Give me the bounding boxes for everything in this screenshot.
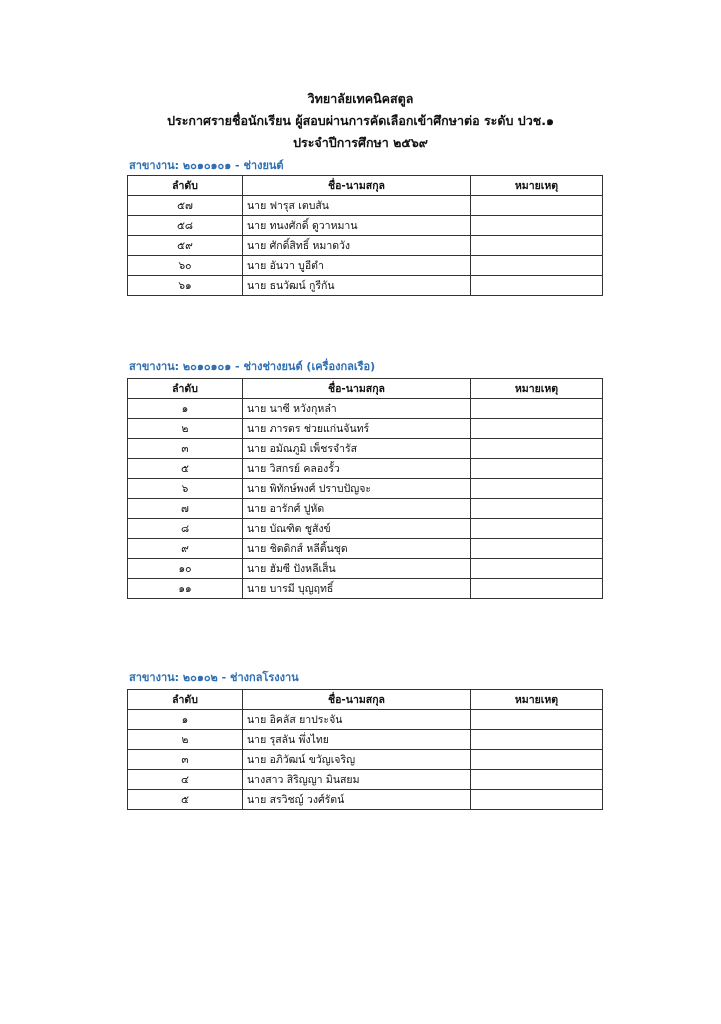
row-note: [471, 499, 603, 519]
academic-year: ประจำปีการศึกษา ๒๕๖๙: [293, 135, 428, 150]
row-name: นาย อารักศ์ ปูหัด: [243, 499, 471, 519]
row-note: [471, 790, 603, 810]
row-no: ๒: [128, 419, 243, 439]
row-no: ๓: [128, 439, 243, 459]
column-header-note: หมายเหตุ: [471, 690, 603, 710]
row-no: ๓: [128, 750, 243, 770]
row-name: นาย อันวา บูอีตำ: [243, 256, 471, 276]
table-row: [128, 196, 603, 216]
row-name: นาย ฮัมซี ปังหลีเส็น: [243, 559, 471, 579]
row-note: [471, 750, 603, 770]
row-note: [471, 439, 603, 459]
column-header-name: ชื่อ-นามสกุล: [243, 379, 471, 399]
row-name: นาย ทนงศักดิ์ ดูวาหมาน: [243, 216, 471, 236]
table-header-row: [128, 176, 603, 196]
row-name: นาย บารมี บุญฤทธิ์: [243, 579, 471, 599]
row-note: [471, 419, 603, 439]
roster-table-marine-engine: [127, 378, 603, 599]
row-name: นาย นาซี หวังกุหล๋า: [243, 399, 471, 419]
table-row: [128, 559, 603, 579]
column-header-name: ชื่อ-นามสกุล: [243, 176, 471, 196]
table-row: [128, 499, 603, 519]
table-row: [128, 790, 603, 810]
table-row: [128, 216, 603, 236]
row-no: ๖๐: [128, 256, 243, 276]
row-no: ๗: [128, 499, 243, 519]
table-row: [128, 276, 603, 296]
row-note: [471, 236, 603, 256]
row-note: [471, 559, 603, 579]
row-name: นาย อมัณภูมิ เพ็ชรจำรัส: [243, 439, 471, 459]
table-row: [128, 399, 603, 419]
table-row: [128, 439, 603, 459]
document-header: [0, 88, 721, 154]
row-no: ๕๙: [128, 236, 243, 256]
row-no: ๘: [128, 519, 243, 539]
announcement-title: ประกาศรายชื่อนักเรียน ผู้สอบผ่านการคัดเลือกเข้าศึกษาต่อ ระดับ ปวช.๑: [167, 113, 554, 128]
section-label-marine-engine: สาขางาน: ๒๐๑๐๑๐๑ - ช่างช่างยนต์ (เครื่องกลเรือ): [129, 360, 376, 373]
row-name: นาย ธนวัฒน์ กูรีกัน: [243, 276, 471, 296]
table-row: [128, 770, 603, 790]
column-header-note: หมายเหตุ: [471, 176, 603, 196]
table-row: [128, 519, 603, 539]
row-no: ๕๗: [128, 196, 243, 216]
row-note: [471, 770, 603, 790]
row-no: ๑: [128, 399, 243, 419]
row-name: นาย พิทักษ์พงศ์ ปราบปัญจะ: [243, 479, 471, 499]
row-name: นาย รุสลัน พึ่งไทย: [243, 730, 471, 750]
row-note: [471, 579, 603, 599]
roster-table-auto-mechanics: [127, 175, 603, 296]
table-row: [128, 730, 603, 750]
row-name: นาย อิคลัส ยาประจัน: [243, 710, 471, 730]
row-no: ๕๘: [128, 216, 243, 236]
row-note: [471, 479, 603, 499]
row-name: นาย ฟารุส เตบสัน: [243, 196, 471, 216]
roster-table-machine-shop: [127, 689, 603, 810]
row-note: [471, 539, 603, 559]
college-name: วิทยาลัยเทคนิคสตูล: [307, 91, 414, 106]
row-name: นาย ภารดร ช่วยแก่นจันทร์: [243, 419, 471, 439]
row-name: นาย อภิวัฒน์ ขวัญเจริญ: [243, 750, 471, 770]
column-header-note: หมายเหตุ: [471, 379, 603, 399]
row-note: [471, 710, 603, 730]
table-header-row: [128, 379, 603, 399]
row-note: [471, 256, 603, 276]
table-row: [128, 750, 603, 770]
row-no: ๑: [128, 710, 243, 730]
row-name: นางสาว สิริญญา มินสยม: [243, 770, 471, 790]
column-header-no: ลำดับ: [128, 690, 243, 710]
row-note: [471, 276, 603, 296]
table-row: [128, 710, 603, 730]
column-header-no: ลำดับ: [128, 176, 243, 196]
row-no: ๑๑: [128, 579, 243, 599]
row-note: [471, 519, 603, 539]
table-row: [128, 419, 603, 439]
row-no: ๕: [128, 790, 243, 810]
table-row: [128, 459, 603, 479]
table-row: [128, 539, 603, 559]
column-header-no: ลำดับ: [128, 379, 243, 399]
row-no: ๕: [128, 459, 243, 479]
row-no: ๒: [128, 730, 243, 750]
row-note: [471, 196, 603, 216]
row-name: นาย ชิดดิกส์ หลีติ้นชุด: [243, 539, 471, 559]
row-name: นาย วิสกรย์ คลองรั้ว: [243, 459, 471, 479]
row-note: [471, 459, 603, 479]
table-row: [128, 256, 603, 276]
table-header-row: [128, 690, 603, 710]
row-no: ๔: [128, 770, 243, 790]
section-label-machine-shop: สาขางาน: ๒๐๑๐๒ - ช่างกลโรงงาน: [129, 671, 299, 684]
row-name: นาย สรวิชญ์ วงศ์รัตน์: [243, 790, 471, 810]
row-note: [471, 399, 603, 419]
row-name: นาย บัณฑิต ชูสังข์: [243, 519, 471, 539]
row-note: [471, 216, 603, 236]
column-header-name: ชื่อ-นามสกุล: [243, 690, 471, 710]
row-name: นาย ศักดิ์สิทธิ์ หมาดวัง: [243, 236, 471, 256]
table-row: [128, 579, 603, 599]
row-no: ๖๑: [128, 276, 243, 296]
section-label-auto-mechanics: สาขางาน: ๒๐๑๐๑๐๑ - ช่างยนต์: [129, 159, 284, 172]
row-no: ๙: [128, 539, 243, 559]
row-no: ๖: [128, 479, 243, 499]
row-no: ๑๐: [128, 559, 243, 579]
table-row: [128, 236, 603, 256]
table-row: [128, 479, 603, 499]
row-note: [471, 730, 603, 750]
